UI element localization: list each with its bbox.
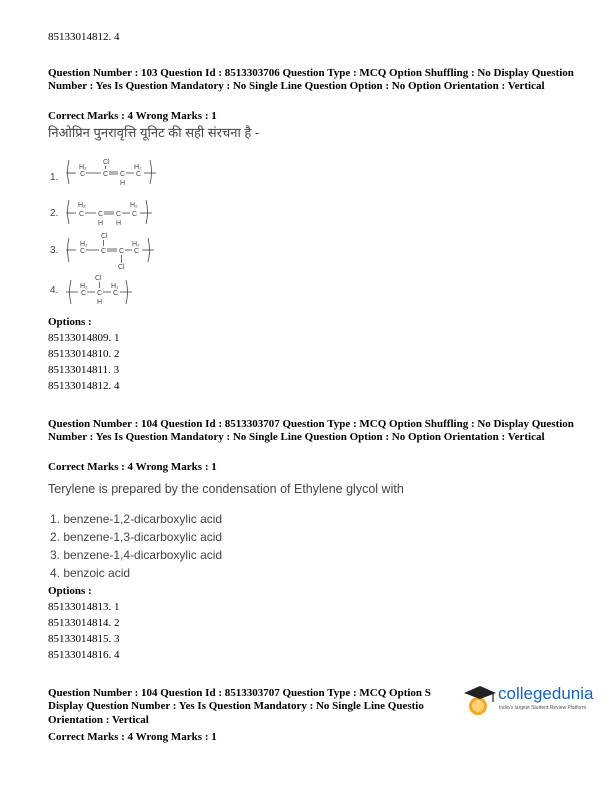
question-104-option-1: 85133014813. 1 xyxy=(48,601,120,613)
question-103-option-3: 85133014811. 3 xyxy=(48,364,120,376)
structure-2-atom: H₂ xyxy=(78,202,86,209)
question-104-choice-4: 4. benzoic acid xyxy=(50,566,131,580)
structure-4-atom: C xyxy=(113,290,119,297)
question-104-marks: Correct Marks : 4 Wrong Marks : 1 xyxy=(48,461,217,473)
question-104-repeat-marks: Correct Marks : 4 Wrong Marks : 1 xyxy=(48,731,217,743)
structure-1-atom: C xyxy=(136,171,142,178)
structure-4-atom: C xyxy=(97,290,103,297)
structure-3-number: 3. xyxy=(50,245,59,256)
structure-4-atom: H₂ xyxy=(80,283,88,290)
structure-4-diagram xyxy=(66,272,146,312)
structure-2-atom: C xyxy=(116,211,122,218)
question-104-repeat-header-line2: Display Question Number : Yes Is Question Mandatory : No Single Line Questio xyxy=(48,700,424,712)
structure-1-atom: C xyxy=(120,171,126,178)
structure-3-atom: Cl xyxy=(101,233,108,240)
question-104-option-3: 85133014815. 3 xyxy=(48,633,120,645)
structure-1-atom: Cl xyxy=(103,159,110,166)
structure-1-diagram xyxy=(66,156,156,192)
question-104-choice-2: 2. benzene-1,3-dicarboxylic acid xyxy=(50,530,223,544)
question-104-choice-3: 3. benzene-1,4-dicarboxylic acid xyxy=(50,548,223,562)
graduation-cap-icon xyxy=(462,684,498,718)
structure-2-atom: H xyxy=(116,220,122,227)
structure-4-atom: C xyxy=(81,290,87,297)
structure-2-atom: C xyxy=(132,211,138,218)
question-104-repeat-header-line3: Orientation : Vertical xyxy=(48,714,149,726)
structure-3-atom: Cl xyxy=(118,264,125,271)
structure-3-atom: C xyxy=(80,248,86,255)
structure-3-atom: C xyxy=(134,248,140,255)
structure-1-number: 1. xyxy=(50,172,59,183)
question-104-choice-1: 1. benzene-1,2-dicarboxylic acid xyxy=(50,512,223,526)
structure-4-number: 4. xyxy=(50,285,59,296)
question-103-option-1: 85133014809. 1 xyxy=(48,332,120,344)
structure-1-atom: C xyxy=(80,171,86,178)
structure-3-atom: C xyxy=(119,248,125,255)
question-103-marks: Correct Marks : 4 Wrong Marks : 1 xyxy=(48,110,217,122)
question-104-option-2: 85133014814. 2 xyxy=(48,617,120,629)
question-104-options-label: Options : xyxy=(48,585,92,597)
collegedunia-logo xyxy=(458,680,598,722)
structure-1-atom: C xyxy=(103,171,109,178)
structure-3-atom: C xyxy=(101,248,107,255)
structure-3-atom: H₂ xyxy=(132,241,140,248)
structure-1-atom: H₂ xyxy=(79,164,87,171)
structure-4-atom: H₂ xyxy=(111,283,119,290)
collegedunia-wordmark: collegedunia xyxy=(498,684,594,703)
structure-2-diagram xyxy=(66,196,156,230)
structure-2-atom: H₂ xyxy=(130,202,138,209)
structure-1-atom: H₂ xyxy=(134,164,142,171)
structure-2-atom: C xyxy=(98,211,104,218)
structure-3-atom: H₂ xyxy=(80,241,88,248)
previous-option-line: 85133014812. 4 xyxy=(48,31,120,43)
collegedunia-tagline: India's largest Student Review Platform xyxy=(499,705,587,711)
question-104-repeat-header-line1: Question Number : 104 Question Id : 8513303707 Question Type : MCQ Option S xyxy=(48,687,431,699)
structure-4-atom: H xyxy=(97,299,103,306)
question-103-text: निओप्रिन पुनरावृत्ति यूनिट की सही संरचना है - xyxy=(48,125,260,140)
structure-4-atom: Cl xyxy=(95,275,102,282)
question-103-header: Question Number : 103 Question Id : 8513303706 Question Type : MCQ Option Shuffling : No Display Question Number : Yes Is Question Mandatory : No Single Line Question Option : No Option Orientation : Vertical xyxy=(48,67,574,93)
question-104-option-4: 85133014816. 4 xyxy=(48,649,120,661)
question-103-options-label: Options : xyxy=(48,316,92,328)
structure-1-atom: H xyxy=(120,180,126,187)
question-103-option-4: 85133014812. 4 xyxy=(48,380,120,392)
structure-2-atom: H xyxy=(98,220,104,227)
question-104-header: Question Number : 104 Question Id : 8513303707 Question Type : MCQ Option Shuffling : No Display Question Number : Yes Is Question Mandatory : No Single Line Question Option : No Option Orientation : Vertical xyxy=(48,418,574,444)
structure-2-atom: C xyxy=(79,211,85,218)
question-104-text: Terylene is prepared by the condensation of Ethylene glycol with xyxy=(48,482,404,496)
question-103-option-2: 85133014810. 2 xyxy=(48,348,120,360)
structure-3-diagram xyxy=(66,230,156,272)
structure-2-number: 2. xyxy=(50,208,59,219)
